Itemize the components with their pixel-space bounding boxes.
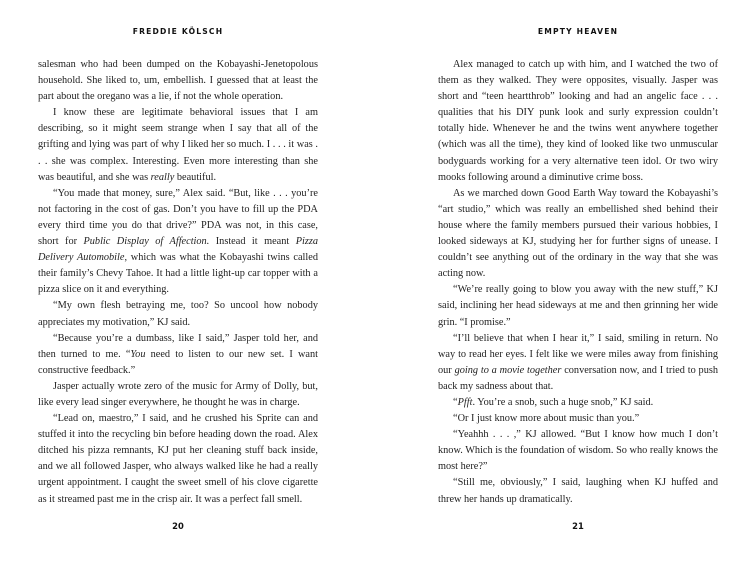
right-page-body [438,57,718,508]
text-run: salesman who had been dumped on the Kobayashi-Jenetopolous household. She liked to, um, embellish. I guessed that at least the part about the oregano was a lie, if not the whole operation. [38,59,318,103]
running-header-title: EMPTY HEAVEN [537,27,619,36]
page-number-left: 20 [172,521,184,531]
paragraph [38,57,318,105]
paragraph [38,298,318,330]
italic-text: really [150,171,175,183]
text-run: Jasper actually wrote zero of the music for Army of Dolly, but, like every lead singer everywhere, he thought he was in charge. [38,380,318,408]
text-run: Alex managed to catch up with him, and I watched the two of them as they walked. They were opposites, visually. Jasper was short and “teen heartthrob” looking and had an angelic face . . . qualities that his DIY punk look and surly expression couldn’t totally hide. Whenever he and the twins went anywhere together (which was all the time), they kind of looked like two unmuscular bodyguards working for a very alternative teen idol. Or two wiry mooks following around a diminutive crime boss. [438,59,718,183]
text-run: “Lead on, maestro,” I said, and he crushed his Sprite can and stuffed it into the recycling bin before heading down the road. Alex ditched his pizza remnants, KJ put her cleaning stuff back inside, and we all followed Jasper, who always walked like he had a really urgent appointment. I caught the sweet smell of his clove cigarette as it streamed past me in the crisp air. It was a perfect fall smell. [38,413,318,505]
text-run: “We’re really going to blow you away with the new stuff,” KJ said, inclining her head sideways at me and then grinning her wide grin. “I promise.” [438,284,718,328]
paragraph [38,186,318,299]
paragraph [38,105,318,185]
left-page [38,0,318,563]
running-header-author: FREDDIE KÖLSCH [132,27,224,36]
paragraph [38,379,318,411]
paragraph [438,331,718,395]
text-run: beautiful. [174,171,217,183]
right-page [438,0,718,563]
italic-text: Pfft [457,396,473,408]
text-run: “I’ll believe that when I hear it,” I said, smiling in return. No way to read her eyes. I felt like we were miles away from finishing our [438,332,718,376]
text-run: “ [453,396,458,408]
text-run: need to listen to our new set. I want constructive feedback.” [38,348,318,376]
text-run: , which was what the Kobayashi twins called their family’s Chevy Tahoe. It had a little light-up car topper with a pizza slice on it and everything. [38,252,318,296]
italic-text: You [130,348,146,360]
text-run: I know these are legitimate behavioral issues that I am describing, so it might seem strange when I say that all of the grifting and lying was part of why I liked her so much. I . . . it was . . . she was complex. Interesting. Even more interesting than she was beautiful, and she was [38,107,318,183]
paragraph [438,57,718,186]
paragraph [438,475,718,507]
paragraph [438,186,718,283]
italic-text: Pizza Delivery Automobile [38,236,319,264]
text-run: “Because you’re a dumbass, like I said,” Jasper told her, and then turned to me. “ [38,332,318,360]
text-run: “Or I just know more about music than you.” [453,413,640,425]
paragraph [438,282,718,330]
italic-text: going to a movie together [454,364,562,376]
paragraph [438,395,718,411]
text-run: “You made that money, sure,” Alex said. “But, like . . . you’re not factoring in the cost of gas. Don’t you have to fill up the PDA every third time you do that drive?” PDA was not, in this case, short for [38,187,318,248]
text-run: “Yeahhh . . . ,” KJ allowed. “But I know how much I don’t know. Which is the foundation of wisdom. So who really knows the most here?” [438,429,718,473]
page-number-right: 21 [572,521,584,531]
text-run: “Still me, obviously,” I said, laughing when KJ huffed and threw her hands up dramatically. [438,477,718,505]
italic-text: Public Display of Affection. [83,236,210,248]
text-run: “My own flesh betraying me, too? So uncool how nobody appreciates my motivation,” KJ said. [38,300,318,328]
text-run: Instead it meant [209,236,296,248]
paragraph [38,331,318,379]
paragraph [38,411,318,508]
text-run: conversation now, and I tried to push back my sadness about that. [438,364,719,392]
text-run: As we marched down Good Earth Way toward the Kobayashi’s “art studio,” which was really an embellished shed behind their house where the family members pursued their various hobbies, I looked sideways at KJ, studying her for further signs of unease. I couldn’t see anything out of the ordinary in the way that she was acting now. [438,187,718,280]
paragraph [438,411,718,427]
paragraph [438,427,718,475]
left-page-body [38,57,318,508]
text-run: . You’re a snob, such a huge snob,” KJ said. [472,396,654,408]
